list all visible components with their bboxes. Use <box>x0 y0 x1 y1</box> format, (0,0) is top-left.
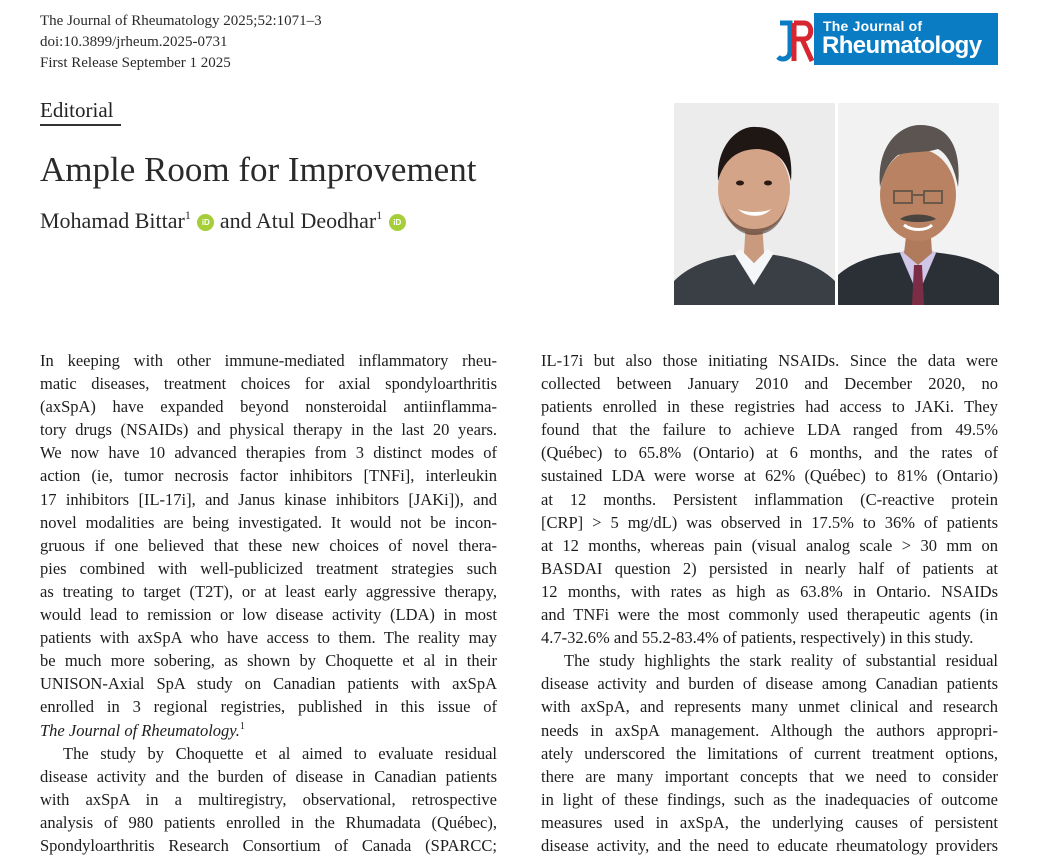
body-line: BASDAI question 2) persisted in nearly half of patients at <box>541 558 998 578</box>
body-line: disease activity and the burden of disease in Canadian patients <box>40 766 497 786</box>
body-line: action (ie, tumor necrosis factor inhibitors [TNFi], interleukin <box>40 466 497 486</box>
orcid-icon[interactable]: iD <box>197 214 214 231</box>
body-line: Spondyloarthritis Research Consortium of Canada (SPARCC; <box>40 835 497 855</box>
author-photo-deodhar <box>838 103 999 305</box>
body-line: needs in axSpA management. Although the authors appropri- <box>541 720 998 740</box>
body-line: novel modalities are being investigated. It would not be incon- <box>40 512 497 532</box>
body-line: [CRP] > 5 mg/dL) was observed in 17.5% to 36% of patients <box>541 512 998 532</box>
body-line: 4.7-32.6% and 55.2-83.4% of patients, respectively) in this study. <box>541 628 974 648</box>
body-line: enrolled in 3 regional registries, published in this issue of <box>40 697 497 717</box>
paragraph-start-line: The study highlights the stark reality of substantial residual <box>564 651 998 671</box>
body-line: sustained LDA were worse at 62% (Québec) to 81% (Ontario) <box>541 466 998 486</box>
body-line: measures used in axSpA, the underlying causes of persistent <box>541 812 998 832</box>
body-line: pies combined with well-publicized treatment strategies such <box>40 558 497 578</box>
author-joiner: and <box>219 208 252 233</box>
body-line: matic diseases, treatment choices for axial spondyloarthritis <box>40 374 497 394</box>
body-line: 12 months, with rates as high as 63.8% in Ontario. NSAIDs <box>541 581 998 601</box>
body-line: collected between January 2010 and December 2020, no <box>541 374 998 394</box>
first-release-date: First Release September 1 2025 <box>40 55 231 71</box>
doi-link[interactable]: doi:10.3899/jrheum.2025-0731 <box>40 34 228 50</box>
author-line <box>40 208 406 234</box>
affiliation-marker: 1 <box>376 208 383 222</box>
body-line: ately underscored the limitations of current treatment options, <box>541 743 998 763</box>
section-underline <box>40 124 121 126</box>
body-line: as treating to target (T2T), or at least early aggressive therapy, <box>40 581 497 601</box>
body-line: 17 inhibitors [IL-17i], and Janus kinase inhibitors [JAKi]), and <box>40 489 497 509</box>
body-line: disease activity and burden of disease among Canadian patients <box>541 674 998 694</box>
jr-logo-icon <box>776 17 816 63</box>
body-line: found that the failure to achieve LDA ranged from 49.5% <box>541 420 998 440</box>
body-line: gruous if one believed that these new choices of novel thera- <box>40 535 497 555</box>
body-line: and TNFi were the most commonly used therapeutic agents (in <box>541 605 998 625</box>
author-portrait-image <box>838 103 999 305</box>
body-line: IL-17i but also those initiating NSAIDs. Since the data were <box>541 351 998 370</box>
article-title: Ample Room for Improvement <box>40 150 477 189</box>
journal-citation: The Journal of Rheumatology 2025;52:1071–3 <box>40 13 322 29</box>
logo-line-1: The Journal of <box>823 18 923 34</box>
body-line-journal-reference <box>40 719 497 742</box>
author-photo-bittar <box>674 103 835 305</box>
body-line: In keeping with other immune-mediated inflammatory rheu- <box>40 351 497 370</box>
journal-logo[interactable] <box>776 13 998 65</box>
logo-line-2: Rheumatology <box>822 32 982 59</box>
body-line: patients enrolled in these registries had access to JAKi. They <box>541 397 998 417</box>
body-line: there are many important concepts that we need to consider <box>541 766 998 786</box>
body-line: (axSpA) have expanded beyond nonsteroidal antiinflamma- <box>40 397 497 417</box>
body-line: at 12 months. Persistent inflammation (C-reactive protein <box>541 489 998 509</box>
body-line: disease activity, and the need to educate rheumatology providers <box>541 835 998 855</box>
body-column-right <box>541 349 998 857</box>
body-column-left <box>40 349 497 857</box>
author-portrait-image <box>674 103 835 305</box>
body-line: (Québec) to 65.8% (Ontario) at 6 months, and the rates of <box>541 443 998 463</box>
paragraph-start-line: The study by Choquette et al aimed to evaluate residual <box>63 743 497 763</box>
body-line: with axSpA, and represents many unmet clinical and research <box>541 697 998 717</box>
body-line: in light of these findings, such as the inadequacies of outcome <box>541 789 998 809</box>
body-line: We now have 10 advanced therapies from 3 distinct modes of <box>40 443 497 463</box>
body-line: tory drugs (NSAIDs) and physical therapy in the last 20 years. <box>40 420 497 440</box>
body-line: would lead to remission or low disease activity (LDA) in most <box>40 605 497 625</box>
logo-wordmark <box>814 13 998 65</box>
reference-marker[interactable]: 1 <box>239 720 245 732</box>
orcid-icon[interactable]: iD <box>389 214 406 231</box>
body-line: be much more sobering, as shown by Choquette et al in their <box>40 651 497 671</box>
author-name[interactable]: Atul Deodhar <box>255 208 377 233</box>
section-label: Editorial <box>40 98 114 122</box>
body-line: at 12 months, whereas pain (visual analog scale > 30 mm on <box>541 535 998 555</box>
body-line: patients with axSpA who have access to them. The reality may <box>40 628 497 648</box>
journal-name-italic: The Journal of Rheumatology. <box>40 720 240 740</box>
body-line: UNISON-Axial SpA study on Canadian patients with axSpA <box>40 674 497 694</box>
body-line: analysis of 980 patients enrolled in the Rhumadata (Québec), <box>40 812 497 832</box>
affiliation-marker: 1 <box>184 208 191 222</box>
body-line: with axSpA in a multiregistry, observational, retrospective <box>40 789 497 809</box>
author-name[interactable]: Mohamad Bittar <box>40 208 185 233</box>
citation-block <box>40 11 322 74</box>
